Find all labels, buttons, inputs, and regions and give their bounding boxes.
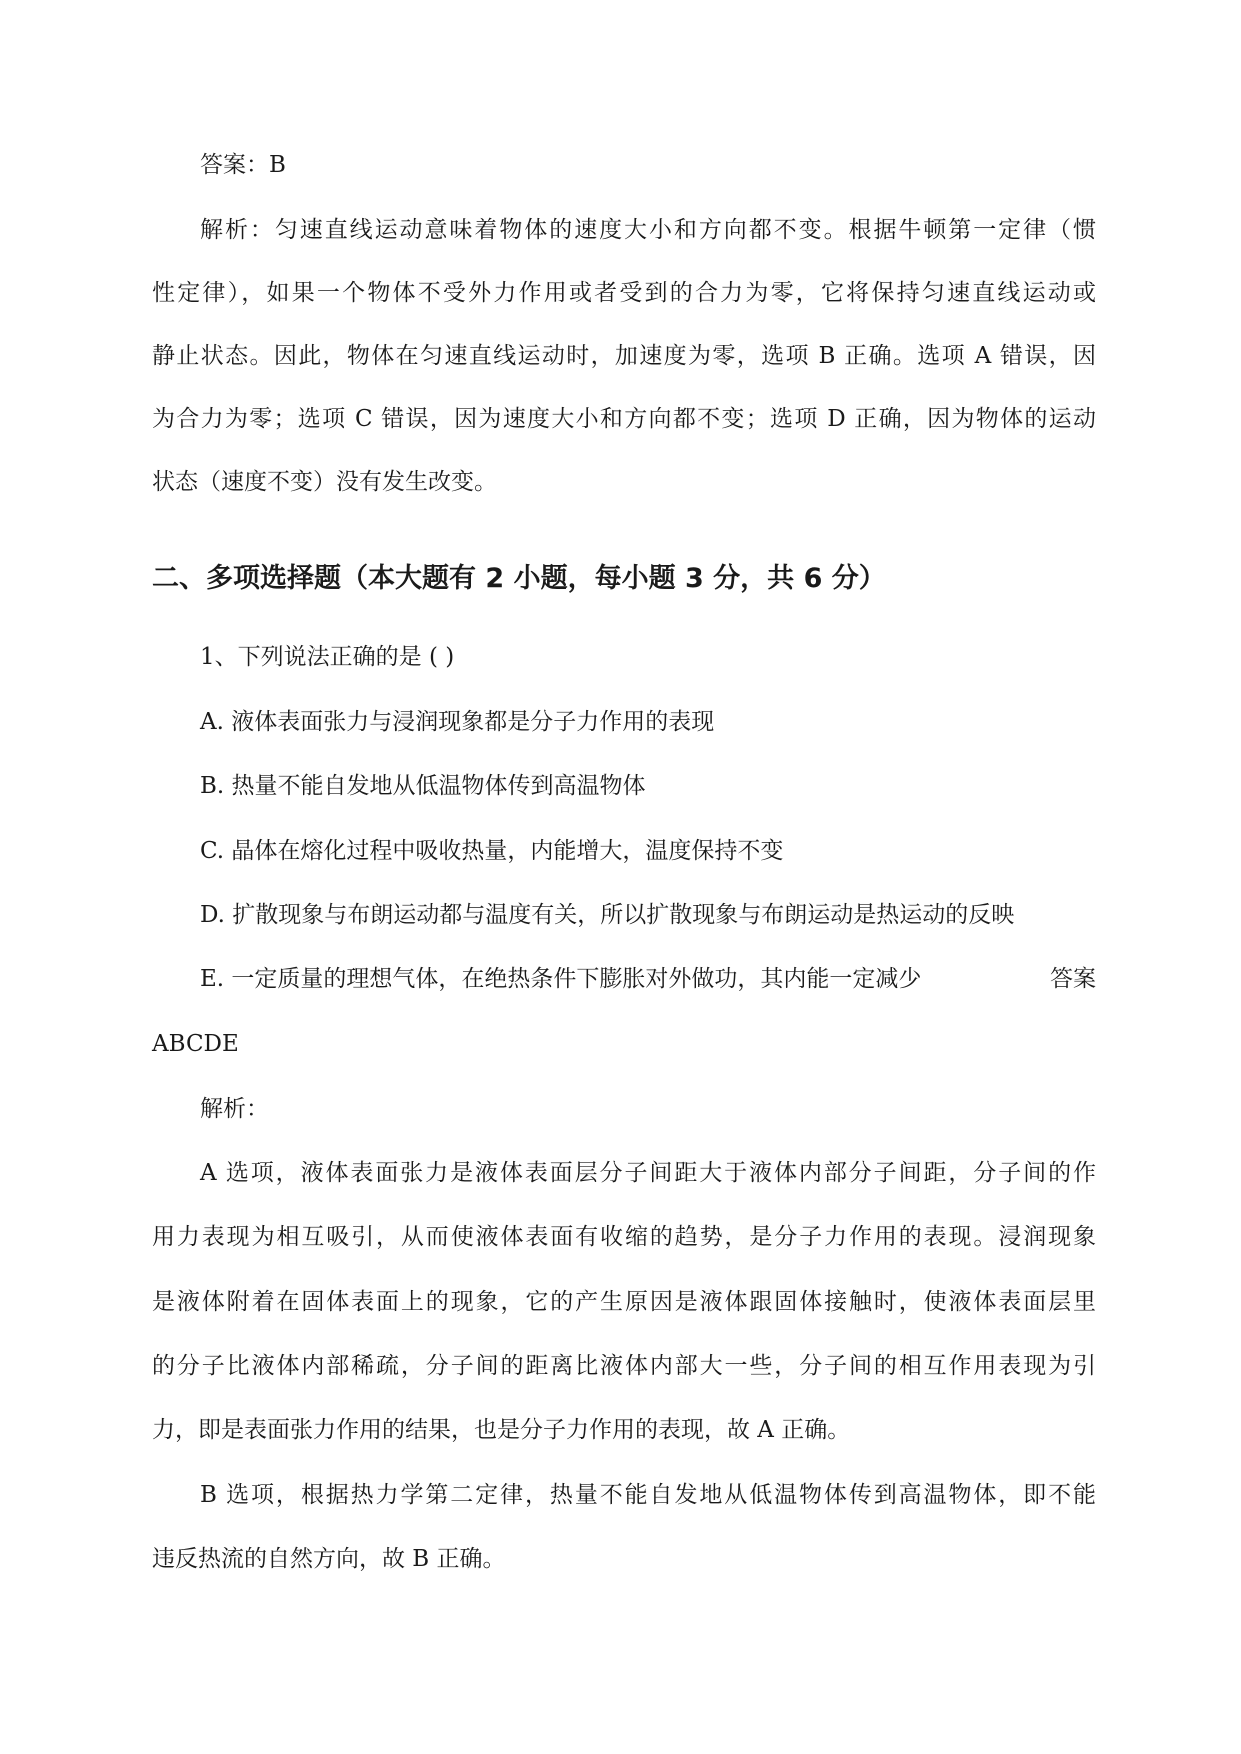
q1-option-e-row: [200, 964, 1096, 994]
prev-analysis-line-1: 解析：匀速直线运动意味着物体的速度大小和方向都不变。根据牛顿第一定律（惯: [200, 217, 1096, 243]
section-heading: 二、多项选择题（本大题有 2 小题，每小题 3 分，共 6 分）: [152, 563, 886, 594]
q1-option-a: A. 液体表面张力与浸润现象都是分子力作用的表现: [200, 709, 715, 735]
q1-analysis-b-line-1: B 选项，根据热力学第二定律，热量不能自发地从低温物体传到高温物体，即不能: [200, 1482, 1096, 1508]
prev-analysis-line-3: 静止状态。因此，物体在匀速直线运动时，加速度为零，选项 B 正确。选项 A 错误，因: [152, 343, 1096, 369]
prev-analysis-line-4: 为合力为零；选项 C 错误，因为速度大小和方向都不变；选项 D 正确，因为物体的运动: [152, 406, 1096, 432]
q1-option-b: B. 热量不能自发地从低温物体传到高温物体: [200, 773, 646, 799]
q1-answer-value: ABCDE: [152, 1031, 239, 1057]
prev-analysis-line-5: 状态（速度不变）没有发生改变。: [152, 469, 497, 495]
prev-analysis-line-2: 性定律），如果一个物体不受外力作用或者受到的合力为零，它将保持匀速直线运动或: [152, 280, 1096, 306]
q1-analysis-a-line-1: A 选项，液体表面张力是液体表面层分子间距大于液体内部分子间距，分子间的作: [200, 1160, 1096, 1186]
q1-option-c: C. 晶体在熔化过程中吸收热量，内能增大，温度保持不变: [200, 838, 784, 864]
q1-option-e: E. 一定质量的理想气体，在绝热条件下膨胀对外做功，其内能一定减少: [200, 966, 922, 992]
q1-stem: 1、下列说法正确的是 ( ): [200, 644, 455, 670]
q1-analysis-a-line-2: 用力表现为相互吸引，从而使液体表面有收缩的趋势，是分子力作用的表现。浸润现象: [152, 1224, 1096, 1250]
prev-answer: 答案：B: [200, 152, 286, 178]
q1-analysis-a-line-3: 是液体附着在固体表面上的现象，它的产生原因是液体跟固体接触时，使液体表面层里: [152, 1289, 1096, 1315]
q1-analysis-b-line-2: 违反热流的自然方向，故 B 正确。: [152, 1546, 506, 1572]
q1-analysis-a-line-5: 力，即是表面张力作用的结果，也是分子力作用的表现，故 A 正确。: [152, 1417, 851, 1443]
q1-analysis-a-line-4: 的分子比液体内部稀疏，分子间的距离比液体内部大一些，分子间的相互作用表现为引: [152, 1353, 1096, 1379]
q1-analysis-label: 解析：: [200, 1096, 269, 1122]
q1-option-d: D. 扩散现象与布朗运动都与温度有关，所以扩散现象与布朗运动是热运动的反映: [200, 902, 1015, 928]
q1-answer-label: 答案: [1050, 966, 1096, 992]
